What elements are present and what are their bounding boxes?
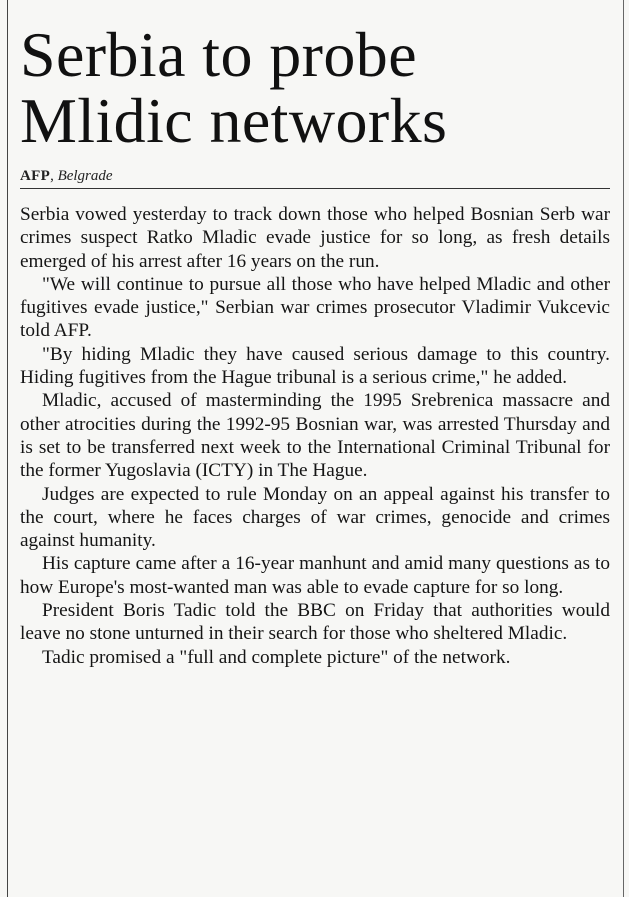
byline xyxy=(20,167,610,185)
paragraph-6: His capture came after a 16-year manhunt and amid many questions as to how Europe's most-wanted man was able to evade capture for so long. xyxy=(20,553,610,598)
byline-separator: , xyxy=(50,168,58,184)
headline xyxy=(20,19,610,156)
paragraph-4: Mladic, accused of masterminding the 1995 Srebrenica massacre and other atrocities during the 1992-95 Bosnian war, was arrested Thursday and is set to be transferred next week to the International Criminal Tribunal for the former Yugoslavia (ICTY) in The Hague. xyxy=(20,390,610,482)
paragraph-8: Tadic promised a "full and complete picture" of the network. xyxy=(42,646,511,668)
headline-line-1: Serbia to probe xyxy=(20,19,417,90)
column-rule-left xyxy=(7,0,8,897)
paragraph-3: "By hiding Mladic they have caused serious damage to this country. Hiding fugitives from the Hague tribunal is a serious crime," he added. xyxy=(20,343,610,389)
byline-agency: AFP xyxy=(20,168,51,184)
headline-line-2: Mlidic networks xyxy=(20,85,448,156)
paragraph-2: "We will continue to pursue all those who have helped Mladic and other fugitives evade justice," Serbian war crimes prosecutor Vladimir Vukcevic told AFP. xyxy=(20,273,610,342)
byline-divider xyxy=(20,188,610,189)
news-article xyxy=(20,19,610,669)
article-body xyxy=(20,203,610,669)
byline-place: Belgrade xyxy=(57,168,113,184)
paragraph-7: President Boris Tadic told the BBC on Friday that authorities would leave no stone unturned in their search for those who sheltered Mladic. xyxy=(20,600,610,645)
paragraph-1: Serbia vowed yesterday to track down those who helped Bosnian Serb war crimes suspect Ratko Mladic evade justice for so long, as fresh details emerged of his arrest after 16 years on the run. xyxy=(20,204,610,272)
paragraph-5: Judges are expected to rule Monday on an appeal against his transfer to the court, where he faces charges of war crimes, genocide and crimes against humanity. xyxy=(20,483,610,552)
column-rule-right xyxy=(623,0,624,897)
